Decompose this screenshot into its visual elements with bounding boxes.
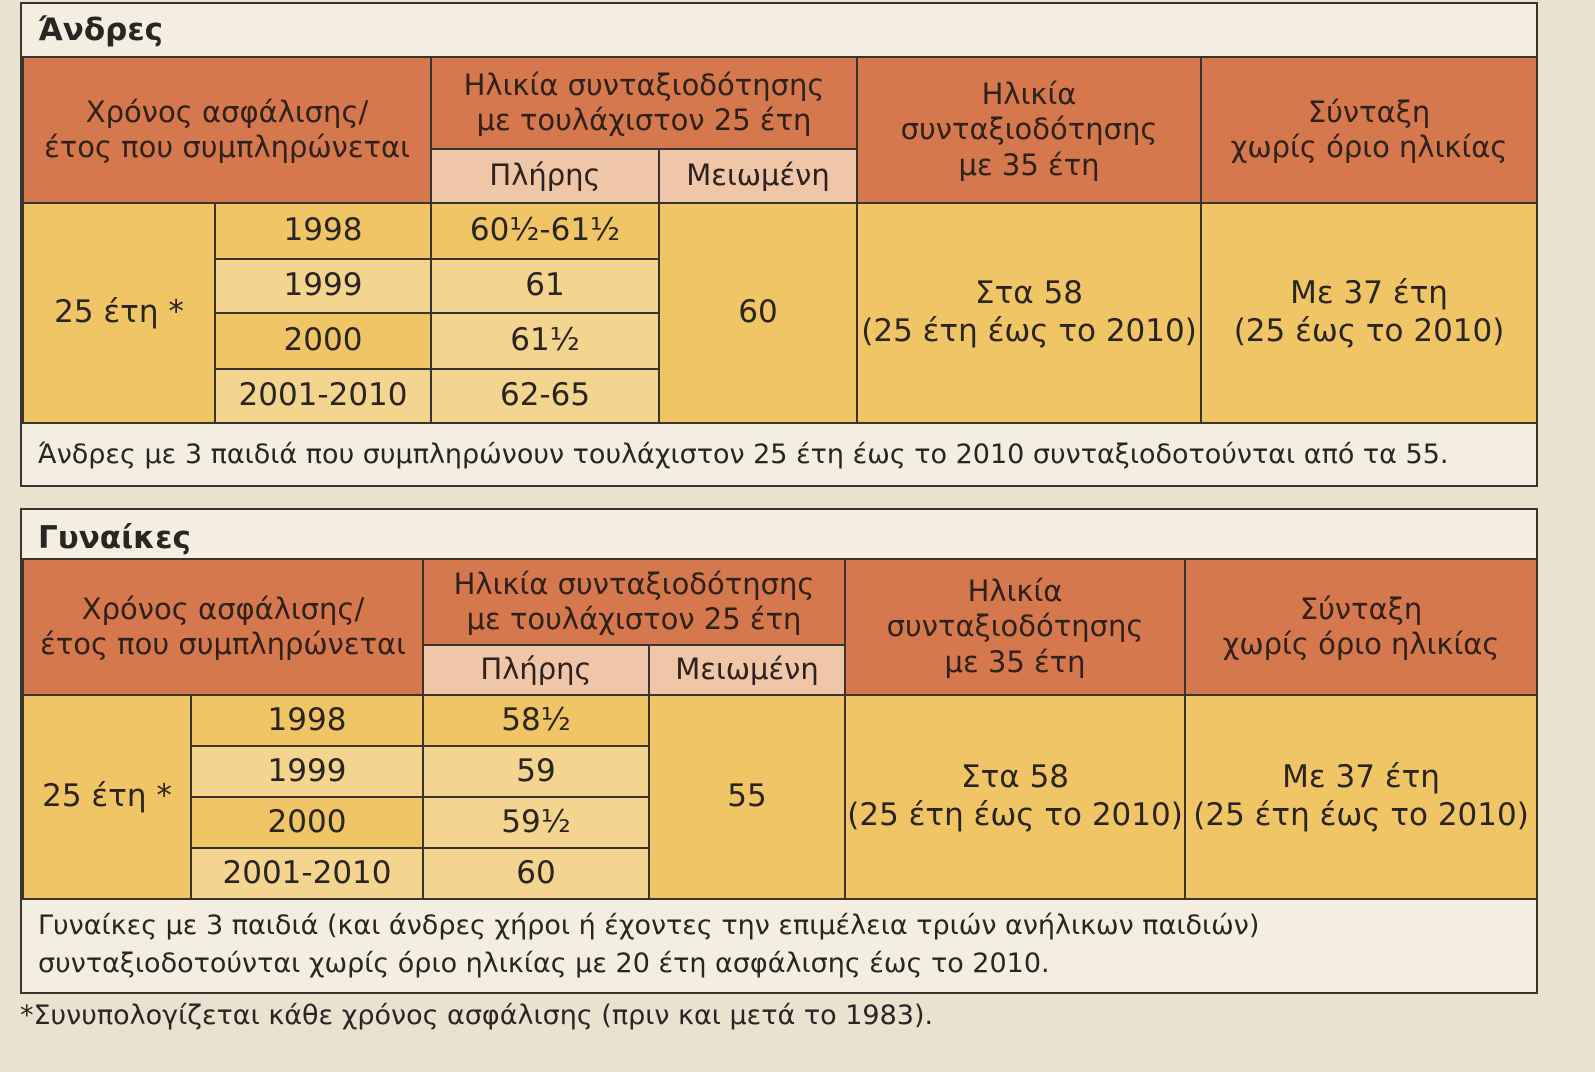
footnote: *Συνυπολογίζεται κάθε χρόνος ασφάλισης (πριν και μετά το 1983). [20, 1000, 934, 1031]
header-insurance-time: Χρόνος ασφάλισης/ έτος που συμπληρώνεται [23, 559, 423, 695]
header-insurance-time: Χρόνος ασφάλισης/ έτος που συμπληρώνεται [23, 57, 431, 203]
full-age-cell: 59½ [423, 797, 649, 848]
no-limit-cell: Με 37 έτη (25 έως το 2010) [1201, 203, 1537, 423]
year-cell: 2000 [215, 313, 431, 369]
men-table [22, 56, 1538, 424]
years-label: 25 έτη * [23, 203, 215, 423]
header-age-25-years: Ηλικία συνταξιοδότησης με τουλάχιστον 25 έτη [423, 559, 845, 645]
header-reduced: Μειωμένη [649, 645, 845, 695]
men-panel [20, 2, 1538, 487]
year-cell: 2001-2010 [215, 369, 431, 423]
full-age-cell: 61 [431, 259, 659, 313]
year-cell: 1998 [215, 203, 431, 259]
header-full: Πλήρης [431, 149, 659, 203]
years-label: 25 έτη * [23, 695, 191, 899]
age-35-cell: Στα 58 (25 έτη έως το 2010) [857, 203, 1201, 423]
no-limit-cell: Με 37 έτη (25 έτη έως το 2010) [1185, 695, 1537, 899]
women-table [22, 558, 1538, 900]
women-title: Γυναίκες [38, 520, 191, 556]
header-reduced: Μειωμένη [659, 149, 857, 203]
header-age-25-years: Ηλικία συνταξιοδότησης με τουλάχιστον 25 έτη [431, 57, 857, 149]
full-age-cell: 61½ [431, 313, 659, 369]
men-note: Άνδρες με 3 παιδιά που συμπληρώνουν τουλάχιστον 25 έτη έως το 2010 συνταξιοδοτούνται από τα 55. [38, 439, 1449, 470]
year-cell: 2001-2010 [191, 848, 423, 899]
women-panel [20, 508, 1538, 994]
full-age-cell: 58½ [423, 695, 649, 746]
full-age-cell: 62-65 [431, 369, 659, 423]
reduced-age-cell: 60 [659, 203, 857, 423]
header-age-35-years: Ηλικία συνταξιοδότησης με 35 έτη [857, 57, 1201, 203]
age-35-cell: Στα 58 (25 έτη έως το 2010) [845, 695, 1185, 899]
year-cell: 2000 [191, 797, 423, 848]
year-cell: 1999 [191, 746, 423, 797]
men-title: Άνδρες [38, 12, 163, 48]
header-age-35-years: Ηλικία συνταξιοδότησης με 35 έτη [845, 559, 1185, 695]
full-age-cell: 60½-61½ [431, 203, 659, 259]
year-cell: 1999 [215, 259, 431, 313]
reduced-age-cell: 55 [649, 695, 845, 899]
full-age-cell: 60 [423, 848, 649, 899]
header-no-age-limit: Σύνταξη χωρίς όριο ηλικίας [1201, 57, 1537, 203]
header-no-age-limit: Σύνταξη χωρίς όριο ηλικίας [1185, 559, 1537, 695]
women-note: Γυναίκες με 3 παιδιά (και άνδρες χήροι ή έχοντες την επιμέλεια τριών ανήλικων παιδιών) συνταξιοδοτούνται χωρίς όριο ηλικίας με 20 έτη ασφάλισης έως το 2010. [38, 910, 1260, 979]
header-full: Πλήρης [423, 645, 649, 695]
year-cell: 1998 [191, 695, 423, 746]
full-age-cell: 59 [423, 746, 649, 797]
